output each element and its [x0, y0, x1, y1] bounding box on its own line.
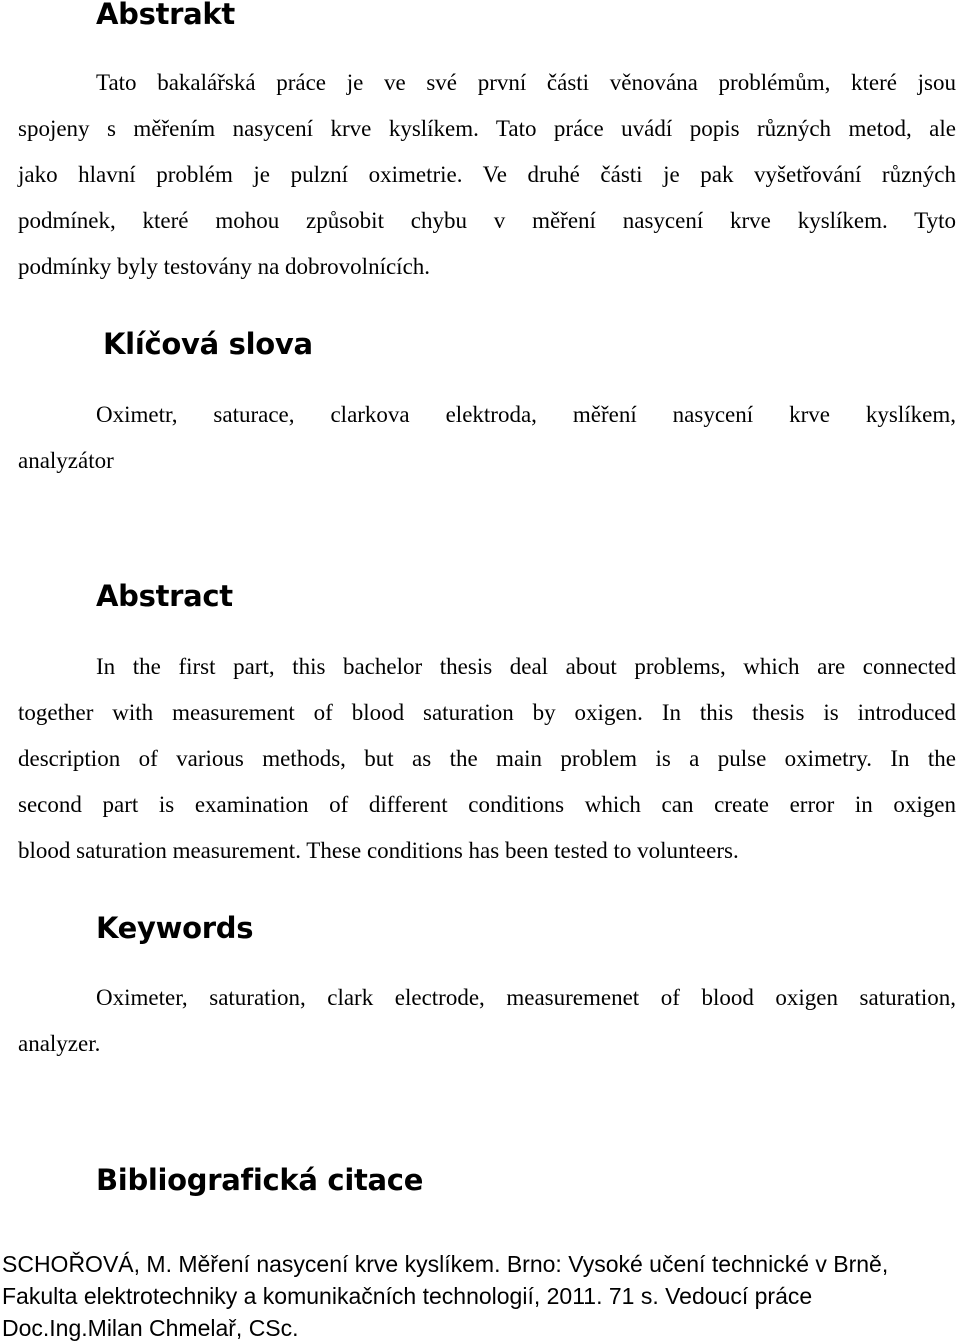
- abstrakt-heading: Abstrakt: [96, 0, 235, 31]
- keywords-line: analyzer.: [18, 1031, 101, 1056]
- abstract-line: In the first part, this bachelor thesis deal about problems, which are connected: [96, 654, 956, 679]
- citation-line: Doc.Ing.Milan Chmelař, CSc.: [2, 1315, 299, 1341]
- bibliograficka-citace-heading: Bibliografická citace: [96, 1163, 424, 1197]
- abstrakt-line: podmínky byly testovány na dobrovolnících.: [18, 254, 431, 279]
- abstract-paragraph: [18, 644, 956, 874]
- klicova-slova-line: analyzátor: [18, 448, 114, 473]
- citation-line: Fakulta elektrotechniky a komunikačních technologií, 2011. 71 s. Vedoucí práce: [2, 1283, 813, 1309]
- abstract-line: blood saturation measurement. These conditions has been tested to volunteers.: [18, 838, 739, 863]
- klicova-slova-line: Oximetr, saturace, clarkova elektroda, měření nasycení krve kyslíkem,: [96, 402, 956, 427]
- abstract-heading: Abstract: [96, 579, 233, 613]
- abstrakt-line: jako hlavní problém je pulzní oximetrie. Ve druhé části je pak vyšetřování různých: [18, 162, 956, 187]
- abstract-line: together with measurement of blood saturation by oxigen. In this thesis is introduced: [18, 700, 956, 725]
- klicova-slova-paragraph: [18, 392, 956, 484]
- klicova-slova-heading: Klíčová slova: [103, 327, 313, 361]
- abstrakt-paragraph: [18, 60, 956, 290]
- abstrakt-line: podmínek, které mohou způsobit chybu v měření nasycení krve kyslíkem. Tyto: [18, 208, 956, 233]
- abstrakt-line: spojeny s měřením nasycení krve kyslíkem. Tato práce uvádí popis různých metod, ale: [18, 116, 956, 141]
- keywords-heading: Keywords: [96, 911, 254, 945]
- citation-paragraph: [2, 1248, 958, 1344]
- citation-line: SCHOŘOVÁ, M. Měření nasycení krve kyslíkem. Brno: Vysoké učení technické v Brně,: [2, 1251, 889, 1277]
- abstract-line: second part is examination of different conditions which can create error in oxigen: [18, 792, 956, 817]
- abstract-line: description of various methods, but as the main problem is a pulse oximetry. In the: [18, 746, 956, 771]
- abstrakt-line: Tato bakalářská práce je ve své první části věnována problémům, které jsou: [96, 70, 956, 95]
- keywords-line: Oximeter, saturation, clark electrode, measuremenet of blood oxigen saturation,: [96, 985, 956, 1010]
- keywords-paragraph: [18, 975, 956, 1067]
